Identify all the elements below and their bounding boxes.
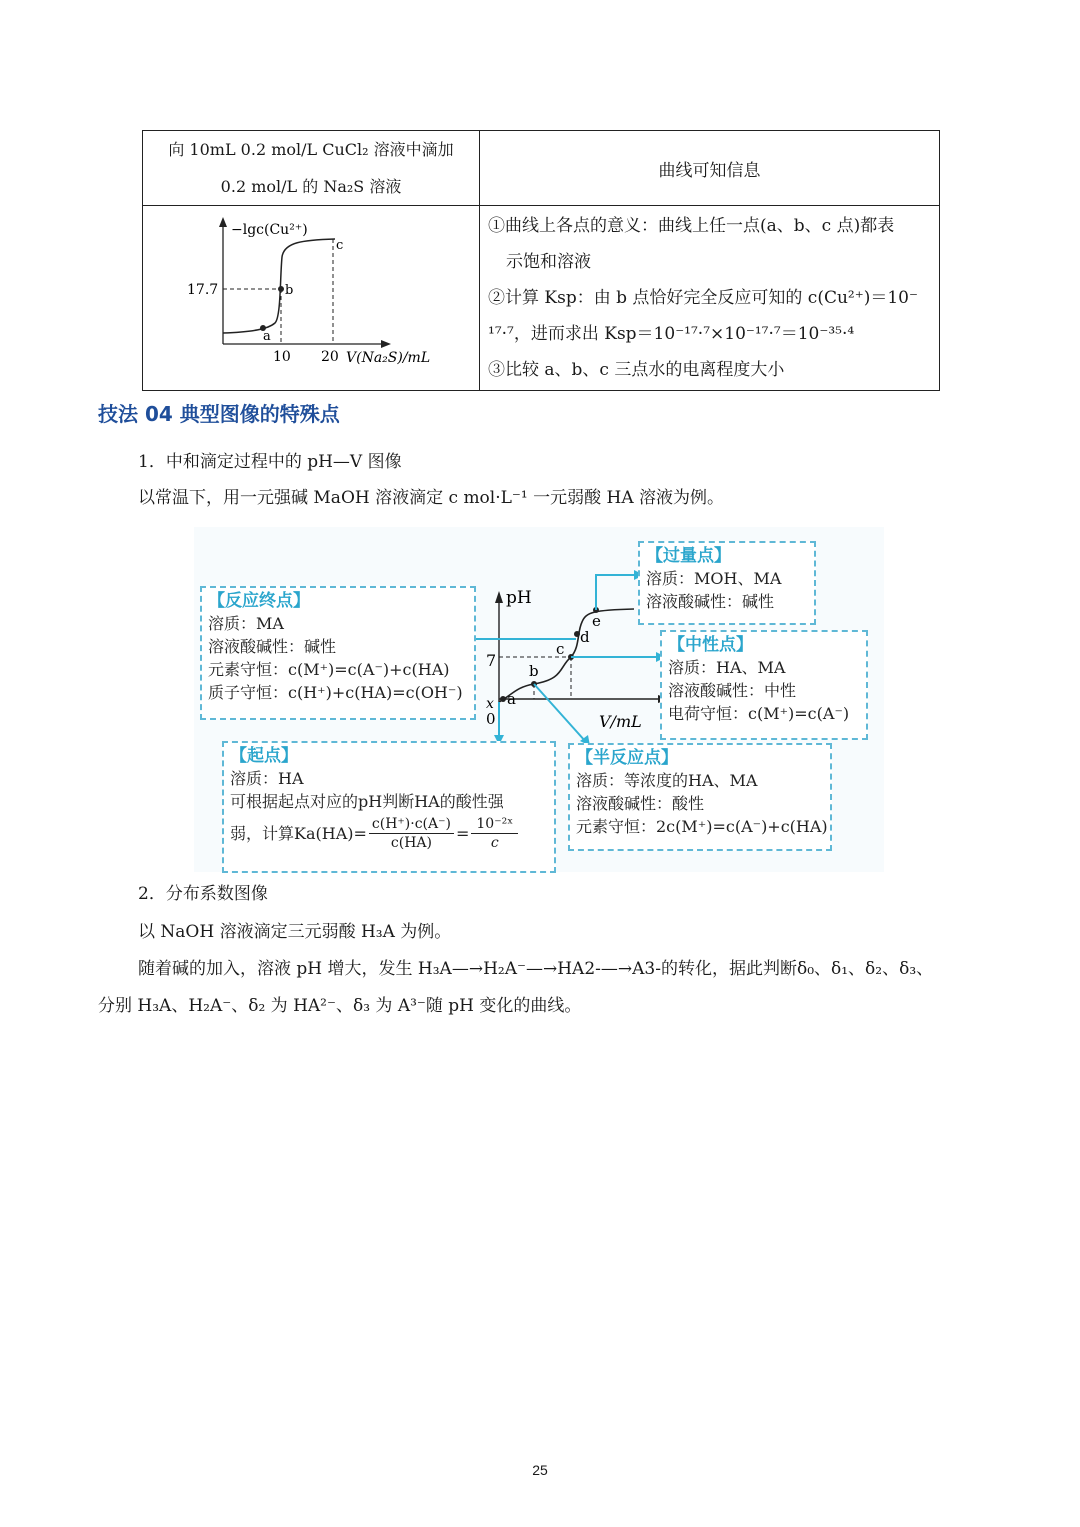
box-excess-point xyxy=(638,541,816,625)
point-b xyxy=(278,286,284,292)
header-left-line1: 向 10mL 0.2 mol/L CuCl₂ 溶液中滴加 xyxy=(168,140,454,159)
ph-curve xyxy=(499,609,634,702)
ka-frac2-den: c xyxy=(490,835,499,851)
start-line-2: 可根据起点对应的pH判断HA的酸性强 xyxy=(230,792,504,811)
end-point-line-1: 溶质：MA xyxy=(208,614,284,633)
item2-text-2: 随着碱的加入，溶液 pH 增大，发生 H₃A—→H₂A⁻—→HA2-—→A3-的转化，据此判断δ₀、δ₁、δ₂、δ₃、 xyxy=(138,959,934,979)
ka-fraction-1 xyxy=(369,815,454,852)
item2-text-3: 分别 H₃A、H₂A⁻、δ₂ 为 HA²⁻、δ₃ 为 A³⁻随 pH 变化的曲线。 xyxy=(98,996,582,1016)
graph-xtick-10: 10 xyxy=(273,348,291,365)
lbl-d: d xyxy=(580,628,590,646)
item2-title: 2．分布系数图像 xyxy=(138,884,268,904)
end-point-title: 【反应终点】 xyxy=(208,591,310,611)
info-line-2: 示饱和溶液 xyxy=(506,252,591,272)
table-header-left xyxy=(143,131,480,206)
cu-curve xyxy=(223,239,335,333)
neutral-title: 【中性点】 xyxy=(668,635,753,655)
axis-ph-label: pH xyxy=(506,588,532,608)
start-line-1: 溶质：HA xyxy=(230,769,304,788)
end-point-line-3: 元素守恒：c(M⁺)=c(A⁻)+c(HA) xyxy=(208,660,450,679)
neutral-line-2: 溶液酸碱性：中性 xyxy=(668,681,797,700)
table-header-right: 曲线可知信息 xyxy=(480,131,940,206)
start-title: 【起点】 xyxy=(230,746,298,766)
label-c: c xyxy=(336,237,344,253)
info-line-1: ①曲线上各点的意义：曲线上任一点(a、b、c 点)都表 xyxy=(488,216,895,236)
lbl-b: b xyxy=(529,662,539,680)
info-table xyxy=(142,130,940,391)
cu-titration-graph xyxy=(143,207,480,390)
ka-fraction-2 xyxy=(471,815,518,852)
pt-a xyxy=(500,696,506,702)
info-line-5: ③比较 a、b、c 三点水的电离程度大小 xyxy=(488,360,785,380)
ka-frac1-num: c(H⁺)·c(A⁻) xyxy=(369,815,454,834)
axis-v-label: V/mL xyxy=(599,712,642,731)
titration-diagram xyxy=(194,527,884,872)
neutral-line-1: 溶质：HA、MA xyxy=(668,658,786,677)
ka-formula xyxy=(230,815,548,852)
half-line-3: 元素守恒：2c(M⁺)=c(A⁻)+c(HA) xyxy=(576,817,828,836)
y-axis-arrow xyxy=(219,217,227,227)
box-end-point xyxy=(200,586,476,720)
half-title: 【半反应点】 xyxy=(576,748,678,768)
tick-x: x xyxy=(486,696,494,712)
page-number: 25 xyxy=(532,1462,548,1478)
box-start-point xyxy=(222,741,556,873)
neutral-line-3: 电荷守恒：c(M⁺)=c(A⁻) xyxy=(668,704,850,723)
label-a: a xyxy=(263,328,271,344)
ka-frac1-den: c(HA) xyxy=(390,835,432,851)
ka-frac2-num: 10⁻²ˣ xyxy=(471,815,518,834)
box-half-point xyxy=(568,743,832,851)
box-neutral-point xyxy=(660,630,868,740)
info-line-3: ②计算 Ksp：由 b 点恰好完全反应可知的 c(Cu²⁺)＝10⁻ xyxy=(488,288,918,308)
graph-ylabel: −lgc(Cu²⁺) xyxy=(231,221,308,238)
half-line-1: 溶质：等浓度的HA、MA xyxy=(576,771,758,790)
info-line-4: ¹⁷·⁷，进而求出 Ksp＝10⁻¹⁷·⁷×10⁻¹⁷·⁷＝10⁻³⁵·⁴ xyxy=(488,324,855,344)
item2-text-1: 以 NaOH 溶液滴定三元弱酸 H₃A 为例。 xyxy=(138,922,452,942)
half-line-2: 溶液酸碱性：酸性 xyxy=(576,794,705,813)
graph-xtick-20: 20 xyxy=(321,348,339,365)
ka-eq: = xyxy=(455,824,470,843)
item1-text: 以常温下，用一元强碱 MaOH 溶液滴定 c mol·L⁻¹ 一元弱酸 HA 溶液为例。 xyxy=(138,488,725,508)
lbl-c: c xyxy=(556,640,565,658)
excess-title: 【过量点】 xyxy=(646,546,731,566)
arrow-half xyxy=(534,684,586,742)
tick-7: 7 xyxy=(486,651,497,670)
excess-line-2: 溶液酸碱性：碱性 xyxy=(646,592,775,611)
tick-0: 0 xyxy=(486,710,496,728)
end-point-line-2: 溶液酸碱性：碱性 xyxy=(208,637,337,656)
arrow-excess xyxy=(596,575,638,610)
excess-line-1: 溶质：MOH、MA xyxy=(646,569,782,588)
lbl-e: e xyxy=(592,612,601,630)
ph-axis-arrow xyxy=(495,591,503,603)
lbl-a: a xyxy=(507,690,516,708)
header-left-line2: 0.2 mol/L 的 Na₂S 溶液 xyxy=(220,177,402,196)
label-b: b xyxy=(285,282,294,298)
graph-cell xyxy=(143,206,480,391)
ka-prefix: 弱，计算Ka(HA)= xyxy=(230,824,367,843)
info-cell xyxy=(480,206,940,391)
section-title: 技法 04 典型图像的特殊点 xyxy=(98,402,340,426)
x-axis-arrow xyxy=(381,340,391,348)
item1-title: 1．中和滴定过程中的 pH—V 图像 xyxy=(138,452,402,472)
graph-ytick: 17.7 xyxy=(187,281,219,298)
end-point-line-4: 质子守恒：c(H⁺)+c(HA)=c(OH⁻) xyxy=(208,683,463,702)
graph-xlabel: V(Na₂S)/mL xyxy=(346,349,431,366)
